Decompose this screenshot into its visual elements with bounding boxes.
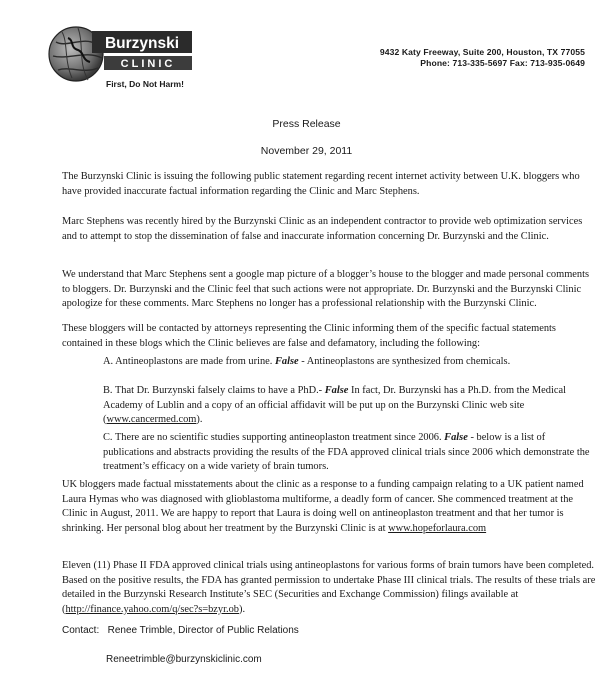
phone-fax-line: Phone: 713-335-5697 Fax: 713-935-0649 <box>420 58 585 68</box>
claim-b-false: False <box>324 385 349 396</box>
paragraph-trials-end: ). <box>238 603 246 615</box>
contact-line <box>62 625 299 636</box>
claim-b-end: ). <box>196 414 203 426</box>
paragraph-laura <box>62 478 597 536</box>
claim-c <box>103 431 597 475</box>
paragraph-intro: The Burzynski Clinic is issuing the following public statement regarding recent internet activity between U.K. bloggers who have provided inaccurate factual information regarding the Clinic and Marc Stephens. <box>62 171 580 197</box>
brand-tagline: First, Do Not Harm! <box>106 79 184 89</box>
contact-email[interactable]: Reneetrimble@burzynskiclinic.com <box>106 654 262 665</box>
document-title: Press Release <box>272 118 341 130</box>
claim-c-false: False <box>444 432 468 443</box>
claim-a-text: A. Antineoplastons are made from urine. <box>103 356 275 367</box>
clinic-address <box>380 47 585 69</box>
claim-a-rest: - Antineoplastons are synthesized from chemicals. <box>298 356 511 367</box>
paragraph-laura-text: UK bloggers made factual misstatements about the clinic as a response to a funding campaign relating to a UK patient named Laura Hymas who was diagnosed with glioblastoma multiforme, a deadly form of cancer. She commenced treatment at the Clinic in August, 2011. We are happy to report that Laura is doing well on antineoplaston treatment and that her tumor is shrinking. Her personal blog about her treatment by the Burzynski Clinic is at <box>62 479 584 534</box>
paragraph-hire: Marc Stephens was recently hired by the Burzynski Clinic as an independent contractor to provide web optimization services and to attempt to stop the dissemination of false and inaccurate information concerning Dr. Burzynski and the Clinic. <box>62 216 583 242</box>
contact-name: Renee Trimble, Director of Public Relations <box>107 625 299 636</box>
paragraph-trials <box>62 559 597 617</box>
address-line: 9432 Katy Freeway, Suite 200, Houston, TX 77055 <box>379 47 585 57</box>
claim-b-rest: In fact, Dr. Burzynski has a Ph.D. from the Medical Academy of Lublin and a copy of an official affidavit will be put up on the Burzynski Clinic web site ( <box>103 385 566 426</box>
hopeforlaura-link[interactable]: www.hopeforlaura.com <box>388 522 487 534</box>
brand-name: Burzynski <box>104 35 180 52</box>
claim-c-text: C. There are no scientific studies supporting antineoplaston treatment since 2006. <box>103 432 445 443</box>
document-date: November 29, 2011 <box>260 145 353 157</box>
brand-sub: CLINIC <box>120 58 176 70</box>
cancermed-link[interactable]: www.cancermed.com <box>106 414 197 426</box>
claim-a-false: False <box>274 356 299 367</box>
claim-b <box>103 384 597 428</box>
yahoo-finance-link[interactable]: http://finance.yahoo.com/q/sec?s=bzyr.ob <box>65 603 239 615</box>
paragraph-trials-text: Eleven (11) Phase II FDA approved clinical trials using antineoplastons for various forms of brain tumors have been completed. Based on the positive results, the FDA has granted permission to undertake Phase III clinical trials. The results of these trials are detailed in the Burzynski Research Institute’s SEC (Securities and Exchange Commission) filings available at ( <box>62 560 596 615</box>
claim-c-rest: - below is a list of publications and abstracts providing the results of the FDA approved clinical trials since 2006 which demonstrate the treatment’s efficacy on a wide variety of brain tumors. <box>103 432 590 473</box>
burzynski-clinic-logo <box>48 20 194 96</box>
claim-b-text: B. That Dr. Burzynski falsely claims to have a PhD.- <box>103 385 325 396</box>
paragraph-attorneys: These bloggers will be contacted by attorneys representing the Clinic informing them of the specific factual statements contained in these blogs which the Clinic believes are false and defamatory, including the following: <box>62 323 556 349</box>
paragraph-apology: We understand that Marc Stephens sent a google map picture of a blogger’s house to the blogger and made personal comments to bloggers. Dr. Burzynski and the Clinic feel that such actions were not appropriate. Dr. Burzynski and the Burzynski Clinic apologize for these comments. Marc Stephens no longer has a professional relationship with the Burzynski Clinic. <box>62 269 590 310</box>
contact-label: Contact: <box>62 625 100 636</box>
claim-a <box>103 355 597 370</box>
